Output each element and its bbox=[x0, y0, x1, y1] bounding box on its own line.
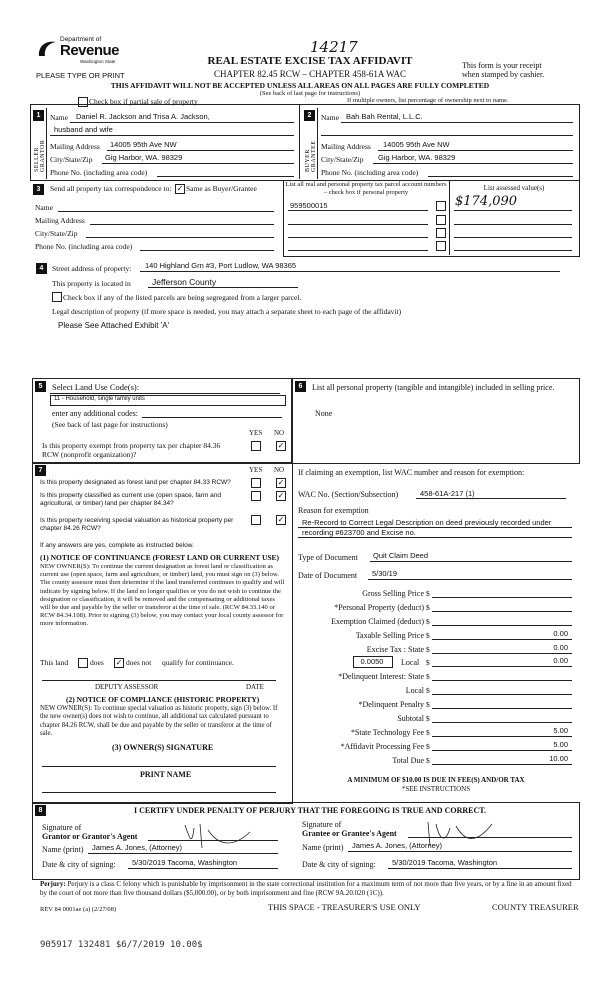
wac-label: WAC No. (Section/Subsection) bbox=[298, 490, 399, 499]
delinquent-interest-label: *Delinquent Interest: State bbox=[338, 672, 424, 681]
land-use-title-line bbox=[50, 393, 280, 394]
excise-local-dollar: $ bbox=[426, 658, 430, 667]
exemption-claimed-dollar: $ bbox=[426, 617, 430, 626]
please-type-text: PLEASE TYPE OR PRINT bbox=[36, 71, 125, 80]
corr-city-label: City/State/Zip bbox=[35, 229, 78, 238]
land-use-code-value: 11 - Household, single family units bbox=[54, 396, 145, 402]
exempt-question: Is this property exempt from property tax per chapter 84.36 RCW (nonprofit organization)? bbox=[42, 441, 221, 459]
historic-question: Is this property receiving special valuation as historical property per chapter 84.26 RCW? bbox=[40, 517, 234, 532]
land-use-title: Select Land Use Code(s): bbox=[52, 382, 140, 392]
form-number: REV 84 0001ae (a) (2/27/08) bbox=[40, 906, 117, 913]
additional-codes-label: enter any additional codes: bbox=[52, 409, 138, 418]
corr-phone-line[interactable] bbox=[140, 250, 274, 251]
subtotal-line[interactable] bbox=[432, 722, 572, 723]
print-name-line[interactable] bbox=[42, 792, 276, 793]
assessed-1-line bbox=[454, 210, 572, 211]
grantee-date-value[interactable]: 5/30/2019 Tacoma, Washington bbox=[392, 858, 498, 867]
treasurer-space-text: THIS SPACE - TREASURER'S USE ONLY bbox=[268, 902, 421, 912]
deputy-assessor-line[interactable] bbox=[42, 680, 276, 681]
street-label: Street address of property: bbox=[52, 264, 132, 273]
tech-fee-label: *State Technology Fee bbox=[350, 728, 424, 737]
delinquent-penalty-dollar: $ bbox=[426, 700, 430, 709]
logo-top-text: Department of bbox=[60, 36, 102, 43]
parcel-1-value[interactable]: 959500015 bbox=[290, 201, 328, 210]
grantor-print-value[interactable]: James A. Jones, (Attorney) bbox=[92, 843, 183, 852]
buyer-city-value[interactable]: Gig Harbor, WA. 98329 bbox=[378, 153, 456, 162]
print-name-label: PRINT NAME bbox=[140, 770, 192, 779]
section-5-badge: 5 bbox=[35, 381, 46, 392]
total-due-line bbox=[432, 764, 572, 765]
seller-name2-value[interactable]: husband and wife bbox=[54, 125, 113, 134]
land-use-see-back: (See back of last page for instructions) bbox=[52, 420, 168, 429]
assessed-value-1[interactable]: $174,090 bbox=[455, 194, 518, 209]
grantee-sig-label-1: Signature of bbox=[302, 820, 342, 829]
street-value[interactable]: 140 Highland Grn #3, Port Ludlow, WA 98365 bbox=[145, 261, 297, 270]
seller-city-label: City/State/Zip bbox=[50, 155, 93, 164]
grantee-date-label: Date & city of signing: bbox=[302, 860, 376, 869]
parcel-4-personal-checkbox[interactable] bbox=[436, 241, 446, 251]
legal-value[interactable]: Please See Attached Exhibit 'A' bbox=[58, 321, 170, 330]
form-chapters: CHAPTER 82.45 RCW – CHAPTER 458-61A WAC bbox=[214, 69, 406, 79]
section-3-badge: 3 bbox=[33, 184, 44, 195]
parcels-divider bbox=[449, 180, 450, 255]
parcel-2-line[interactable] bbox=[288, 224, 428, 225]
form-title: REAL ESTATE EXCISE TAX AFFIDAVIT bbox=[207, 55, 413, 67]
qualify-label: qualify for continuance. bbox=[162, 658, 234, 667]
warning-text: THIS AFFIDAVIT WILL NOT BE ACCEPTED UNLESS ALL AREAS ON ALL PAGES ARE FULLY COMPLETED bbox=[110, 81, 490, 90]
total-due-value[interactable]: 10.00 bbox=[549, 754, 568, 763]
revenue-logo bbox=[36, 36, 120, 72]
parcel-3-personal-checkbox[interactable] bbox=[436, 228, 446, 238]
section-7-box bbox=[32, 462, 293, 804]
buyer-city-label: City/State/Zip bbox=[321, 155, 364, 164]
corr-city-line[interactable] bbox=[86, 237, 274, 238]
perjury-notice bbox=[40, 880, 580, 898]
owner-signature-label: (3) OWNER(S) SIGNATURE bbox=[112, 743, 214, 752]
delinquent-local-line[interactable] bbox=[432, 694, 572, 695]
section-4-badge: 4 bbox=[36, 263, 47, 274]
minimum-due-text: A MINIMUM OF $10.00 IS DUE IN FEE(S) AND/OR TAX bbox=[347, 776, 525, 784]
exemption-label: If claiming an exemption, list WAC number and reason for exemption: bbox=[298, 468, 525, 477]
parcel-1-line bbox=[288, 210, 428, 211]
receipt-note-2: when stamped by cashier. bbox=[462, 70, 545, 79]
buyer-side-divider bbox=[317, 108, 318, 179]
seller-city-value[interactable]: Gig Harbor, WA. 98329 bbox=[105, 153, 183, 162]
parties-divider bbox=[299, 104, 300, 179]
reason-line-2 bbox=[298, 537, 572, 538]
county-line bbox=[148, 287, 298, 288]
notice-continuance-title: (1) NOTICE OF CONTINUANCE (FOREST LAND OR CURRENT USE) bbox=[40, 553, 280, 562]
grantor-sig-label-2: Grantor or Grantor's Agent bbox=[42, 832, 138, 841]
personal-deduct-label: *Personal Property (deduct) bbox=[334, 603, 424, 612]
exempt-yes-header: YES bbox=[249, 429, 263, 437]
assessed-header: List assessed value(s) bbox=[483, 184, 545, 192]
seller-side-label: SELLER GRANTOR bbox=[34, 139, 46, 172]
s7-yes-header: YES bbox=[249, 466, 263, 474]
doc-type-value[interactable]: Quit Claim Deed bbox=[373, 551, 429, 560]
buyer-name-value[interactable]: Bah Bah Rental, L.L.C. bbox=[346, 112, 423, 121]
current-use-no-checkbox[interactable]: ✓ bbox=[277, 491, 285, 500]
assessed-2-line[interactable] bbox=[454, 224, 572, 225]
same-as-buyer-label: Same as Buyer/Grantee bbox=[186, 184, 257, 193]
excise-state-dollar: $ bbox=[426, 645, 430, 654]
doc-type-label: Type of Document bbox=[298, 553, 358, 562]
delinquent-interest-line[interactable] bbox=[432, 680, 572, 681]
subtotal-dollar: $ bbox=[426, 714, 430, 723]
historic-yes-checkbox[interactable] bbox=[251, 515, 261, 525]
delinquent-interest-dollar: $ bbox=[426, 672, 430, 681]
taxable-price-line bbox=[432, 639, 572, 640]
forest-no-checkbox[interactable]: ✓ bbox=[277, 478, 285, 487]
corr-address-label: Mailing Address bbox=[35, 216, 85, 225]
forest-yes-checkbox[interactable] bbox=[251, 478, 261, 488]
legal-label: Legal description of property (if more space is needed, you may attach a separate sheet to each page of the affidavit) bbox=[52, 307, 402, 316]
additional-codes-line[interactable] bbox=[142, 417, 282, 418]
affidavit-fee-value[interactable]: 5.00 bbox=[553, 740, 568, 749]
same-as-buyer-checkbox[interactable]: ✓ bbox=[176, 184, 184, 193]
gross-price-label: Gross Selling Price bbox=[362, 589, 424, 598]
receipt-note-1: This form is your receipt bbox=[462, 61, 542, 70]
assessed-4-line[interactable] bbox=[454, 250, 572, 251]
logo-sub-text: Washington State bbox=[80, 59, 116, 64]
seller-phone-label: Phone No. (including area code) bbox=[50, 168, 148, 177]
total-due-dollar: $ bbox=[426, 756, 430, 765]
seller-name-value[interactable]: Daniel R. Jackson and Trisa A. Jackson, bbox=[76, 112, 210, 121]
grantor-print-line bbox=[88, 853, 278, 854]
county-treasurer-text: COUNTY TREASURER bbox=[492, 902, 579, 912]
see-back-text: (See back of last page for instructions) bbox=[259, 90, 361, 97]
perjury-text: Perjury is a class C felony which is punishable by imprisonment in the state correctional institution for a maximum term of not more than five years, or by a fine in an amount fixed by the court of not more than five thousand dollars ($5,000.00), or by both imprisonment and fine (RCW 9A.20.020 (1C)). bbox=[40, 880, 572, 897]
seller-phone-line bbox=[157, 176, 294, 177]
section-6-badge: 6 bbox=[295, 381, 306, 392]
partial-sale-label: Check box if partial sale of property bbox=[89, 97, 198, 106]
exempt-no-header: NO bbox=[274, 429, 285, 437]
tech-fee-value[interactable]: 5.00 bbox=[553, 726, 568, 735]
excise-local-value[interactable]: 0.00 bbox=[553, 656, 568, 665]
buyer-name-label: Name bbox=[321, 113, 339, 122]
section-8-badge: 8 bbox=[35, 805, 46, 816]
grantor-date-label: Date & city of signing: bbox=[42, 860, 116, 869]
gross-price-line[interactable] bbox=[432, 597, 572, 598]
gross-price-dollar: $ bbox=[426, 589, 430, 598]
s7-no-header: NO bbox=[274, 466, 285, 474]
does-not-checkbox[interactable]: ✓ bbox=[115, 658, 123, 667]
corr-name-label: Name bbox=[35, 203, 53, 212]
grantor-signature-scribble bbox=[180, 820, 260, 850]
exempt-no-checkbox[interactable]: ✓ bbox=[277, 441, 285, 450]
personal-deduct-line[interactable] bbox=[432, 611, 572, 612]
doc-date-value[interactable]: 5/30/19 bbox=[372, 569, 398, 578]
corr-name-line[interactable] bbox=[58, 211, 274, 212]
deputy-date-label: DATE bbox=[246, 683, 264, 691]
grantor-sig-label-1: Signature of bbox=[42, 823, 82, 832]
seller-address-line bbox=[107, 150, 294, 151]
seller-name2-line bbox=[50, 135, 294, 136]
exemption-claimed-line[interactable] bbox=[432, 625, 572, 626]
grantee-print-value[interactable]: James A. Jones, (Attorney) bbox=[352, 841, 443, 850]
seller-address-label: Mailing Address bbox=[50, 142, 100, 151]
grantee-date-line bbox=[388, 868, 572, 869]
treasurer-stamp: 905917 132481 $6/7/2019 10.00$ bbox=[40, 940, 203, 950]
reason-line-1 bbox=[298, 527, 572, 528]
excise-state-label: Excise Tax : State bbox=[366, 645, 424, 654]
wac-value[interactable]: 458-61A-217 (1) bbox=[420, 489, 475, 498]
personal-property-value[interactable]: None bbox=[315, 409, 333, 418]
buyer-address-value[interactable]: 14005 95th Ave NW bbox=[383, 140, 450, 149]
delinquent-penalty-label: *Delinquent Penalty bbox=[358, 700, 424, 709]
does-checkbox[interactable] bbox=[78, 658, 88, 668]
correspondence-label: Send all property tax correspondence to: bbox=[50, 184, 172, 193]
handwritten-number: 14217 bbox=[310, 38, 358, 56]
multiple-owners-note: If multiple owners, list percentage of ownership next to name. bbox=[347, 97, 509, 104]
parcel-2-personal-checkbox[interactable] bbox=[436, 215, 446, 225]
corr-phone-label: Phone No. (including area code) bbox=[35, 242, 133, 251]
street-line bbox=[140, 271, 560, 272]
personal-deduct-dollar: $ bbox=[426, 603, 430, 612]
notice-continuance-body: NEW OWNER(S): To continue the current designation as forest land or classification as current use (open space, farm and agriculture, or timber) land, you must sign on (3) below. The county assessor must then determine if the land transferred continues to qualify and will indicate by signing below. If the land no longer qualifies or you do not wish to continue the designation or classification, it will be removed and the compensating or additional taxes will be due and payable by the seller or transferor at the time of sale. (RCW 84.33.140 or RCW 84.34.108). Prior to signing (3) below, you may contact your local county assessor for more information. bbox=[40, 563, 285, 628]
delinquent-local-label: Local bbox=[405, 686, 424, 695]
current-use-yes-checkbox[interactable] bbox=[251, 491, 261, 501]
buyer-name-line bbox=[341, 122, 573, 123]
buyer-address-line bbox=[378, 150, 573, 151]
logo-main-text: Revenue bbox=[60, 42, 120, 59]
corr-address-line[interactable] bbox=[90, 224, 274, 225]
owner-signature-line[interactable] bbox=[42, 766, 276, 767]
notice-compliance-title: (2) NOTICE OF COMPLIANCE (HISTORIC PROPERTY) bbox=[66, 695, 260, 704]
grantor-date-value[interactable]: 5/30/2019 Tacoma, Washington bbox=[132, 858, 238, 867]
deputy-assessor-label: DEPUTY ASSESSOR bbox=[95, 683, 159, 691]
doc-date-line bbox=[368, 579, 572, 580]
doc-type-line bbox=[370, 561, 572, 562]
delinquent-penalty-line[interactable] bbox=[432, 708, 572, 709]
parcel-3-line[interactable] bbox=[288, 237, 428, 238]
does-not-label: does not bbox=[126, 658, 152, 667]
buyer-phone-line bbox=[428, 176, 573, 177]
excise-state-value[interactable]: 0.00 bbox=[553, 643, 568, 652]
total-due-label: Total Due bbox=[392, 756, 424, 765]
exempt-yes-checkbox[interactable] bbox=[251, 441, 261, 451]
revenue-logo-swoosh-icon bbox=[36, 38, 58, 60]
reason-label: Reason for exemption bbox=[298, 506, 369, 515]
affidavit-fee-dollar: $ bbox=[426, 742, 430, 751]
buyer-side-label: BUYER GRANTEE bbox=[305, 140, 317, 172]
buyer-address-label: Mailing Address bbox=[321, 142, 371, 151]
county-value[interactable]: Jefferson County bbox=[152, 277, 217, 287]
taxable-price-label: Taxable Selling Price bbox=[355, 631, 424, 640]
exemption-claimed-label: Exemption Claimed (deduct) bbox=[331, 617, 424, 626]
notice-compliance-body: NEW OWNER(S): To continue special valuation as historic property, sign (3) below. If the new owner(s) does not wish to continue, all additional tax calculated pursuant to chapter 84.26 RCW, shall be due and payable by the seller or transferor at the time of sale. bbox=[40, 705, 278, 737]
buyer-name2-line bbox=[321, 135, 573, 136]
forest-question: Is this property designated as forest land per chapter 84.33 RCW? bbox=[40, 479, 231, 486]
seller-address-value[interactable]: 14005 95th Ave NW bbox=[110, 140, 177, 149]
seller-side-divider bbox=[46, 108, 47, 179]
taxable-price-dollar: $ bbox=[426, 631, 430, 640]
current-use-question: Is this property classified as current use (open space, farm and agricultural, or timber) land per chapter 84.34? bbox=[40, 492, 222, 507]
excise-state-line bbox=[432, 653, 572, 654]
if-yes-text: If any answers are yes, complete as instructed below. bbox=[40, 542, 194, 549]
section-2-badge: 2 bbox=[304, 110, 315, 121]
doc-date-label: Date of Document bbox=[298, 571, 358, 580]
grantee-print-label: Name (print) bbox=[302, 843, 344, 852]
parcel-4-line[interactable] bbox=[288, 250, 428, 251]
buyer-phone-label: Phone No. (including area code) bbox=[321, 168, 419, 177]
parcels-header: List all real and personal property tax parcel account numbers – check box if personal property bbox=[285, 181, 447, 196]
segregated-label: Check box if any of the listed parcels are being segregated from a larger parcel. bbox=[63, 293, 302, 302]
tech-fee-line bbox=[432, 736, 572, 737]
seller-name-label: Name bbox=[50, 113, 68, 122]
subtotal-label: Subtotal bbox=[397, 714, 424, 723]
see-instructions-text: *SEE INSTRUCTIONS bbox=[401, 785, 471, 793]
excise-local-line bbox=[432, 666, 572, 667]
assessed-3-line[interactable] bbox=[454, 237, 572, 238]
affidavit-fee-label: *Affidavit Processing Fee bbox=[340, 742, 424, 751]
excise-local-label: Local bbox=[401, 658, 420, 667]
buyer-city-line bbox=[373, 163, 573, 164]
grantee-print-line bbox=[348, 851, 572, 852]
seller-name-line bbox=[70, 122, 294, 123]
certify-statement: I CERTIFY UNDER PENALTY OF PERJURY THAT THE FOREGOING IS TRUE AND CORRECT. bbox=[133, 806, 486, 815]
affidavit-fee-line bbox=[432, 750, 572, 751]
grantor-date-line bbox=[128, 868, 278, 869]
local-rate-value[interactable]: 0.0050 bbox=[360, 657, 384, 666]
reason-value[interactable]: Re-Record to Correct Legal Description on deed previously recorded under recording #623700 and Excise no. bbox=[302, 518, 552, 537]
tech-fee-dollar: $ bbox=[426, 728, 430, 737]
perjury-label: Perjury: bbox=[40, 880, 66, 888]
segregated-checkbox[interactable] bbox=[52, 292, 62, 302]
section-7-badge: 7 bbox=[35, 465, 46, 476]
this-land-label: This land bbox=[40, 658, 69, 667]
grantor-print-label: Name (print) bbox=[42, 845, 84, 854]
personal-property-label: List all personal property (tangible and intangible) included in selling price. bbox=[312, 383, 555, 392]
county-label: This property is located in bbox=[52, 279, 131, 288]
historic-no-checkbox[interactable]: ✓ bbox=[277, 515, 285, 524]
parcel-1-personal-checkbox[interactable] bbox=[436, 201, 446, 211]
taxable-price-value[interactable]: 0.00 bbox=[553, 629, 568, 638]
wac-line bbox=[416, 498, 566, 499]
seller-city-line bbox=[102, 163, 294, 164]
does-label: does bbox=[90, 658, 104, 667]
delinquent-local-dollar: $ bbox=[426, 686, 430, 695]
grantee-sig-label-2: Grantee or Grantee's Agent bbox=[302, 829, 397, 838]
section-1-badge: 1 bbox=[33, 110, 44, 121]
